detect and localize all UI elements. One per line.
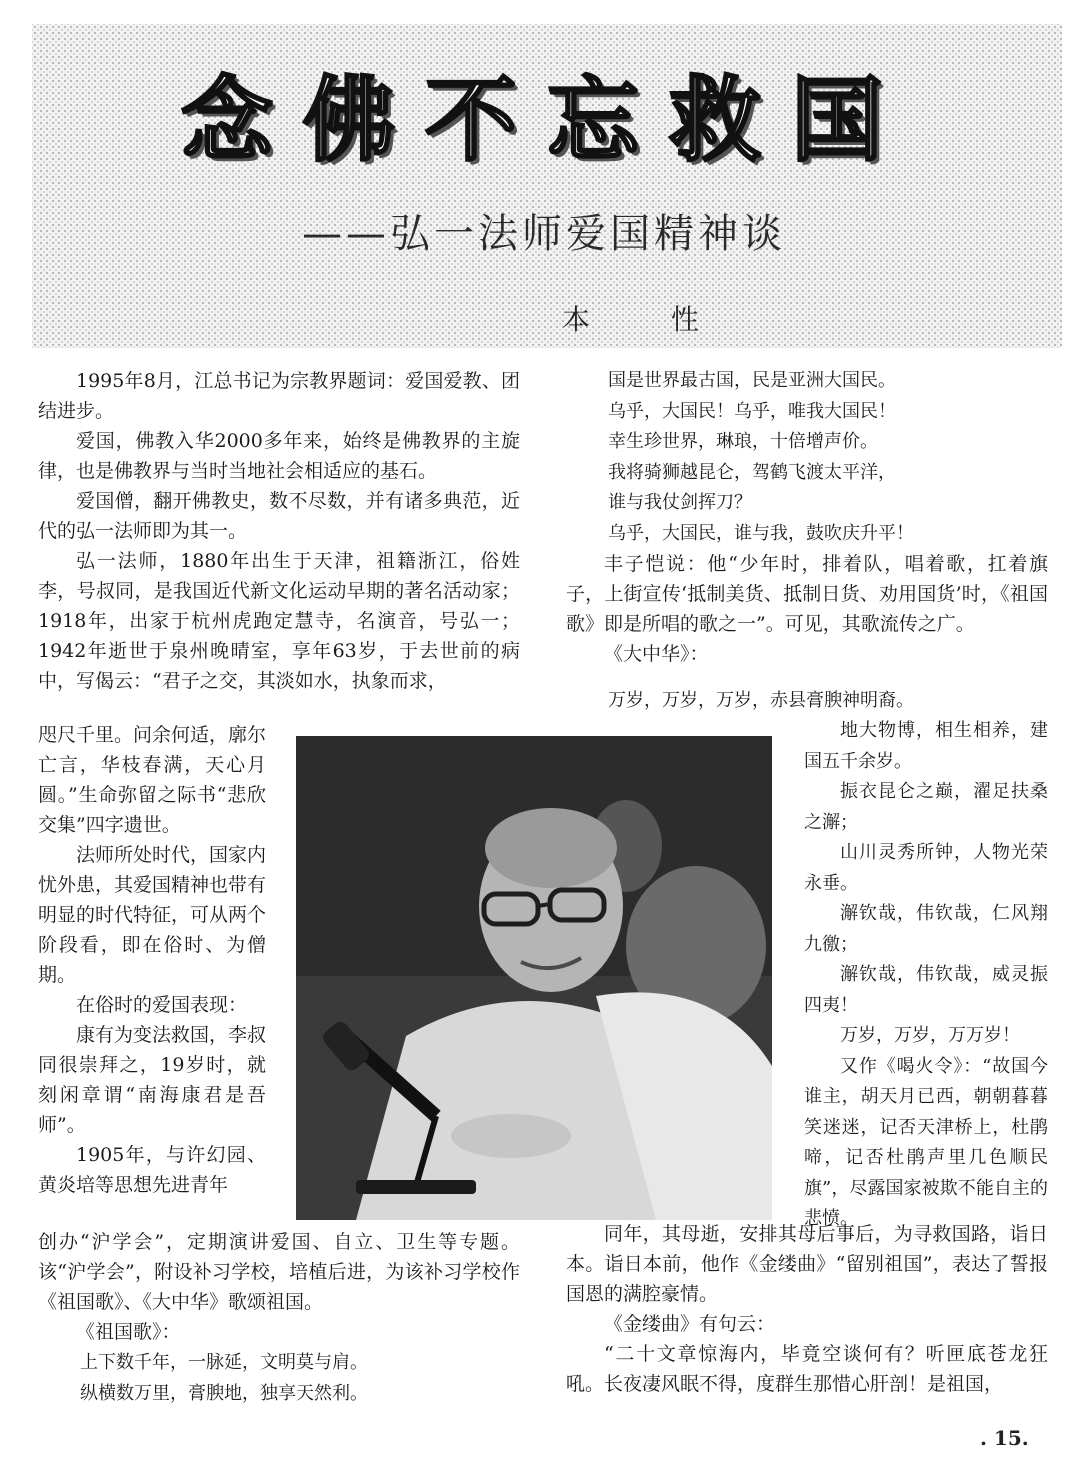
paragraph: 山川灵秀所钟，人物光荣永垂。 — [804, 842, 1048, 894]
paragraph: 同年，其母逝，安排其母后事后，为寻救国路，诣日本。诣日本前，他作《金缕曲》“留别祖国”，表达了誓报国恩的满腔豪情。 — [566, 1223, 1048, 1305]
right-poem-wide — [608, 686, 1048, 717]
paragraph: 丰子恺说：他“少年时，排着队，唱着歌，扛着旗子，上街宣传‘抵制美货、抵制日货、劝用国货’时，《祖国歌》即是所唱的歌之一”。可见，其歌流传之广。 — [566, 553, 1048, 635]
poem-line: 我将骑狮越昆仑，驾鹤飞渡太平洋， — [608, 461, 896, 483]
speaker-photo — [296, 736, 772, 1220]
article-title: 念佛不忘救国 — [180, 66, 913, 174]
article-subtitle: ——弘一法师爱国精神谈 — [302, 211, 786, 257]
poem-line: 国是世界最古国，民是亚洲大国民。 — [608, 370, 896, 391]
paragraph: 振衣昆仑之巅，濯足扶桑之澥； — [804, 781, 1048, 833]
poem-line: 谁与我仗剑挥刀？ — [608, 492, 752, 513]
title-banner — [32, 24, 1062, 348]
paragraph: 《金缕曲》有句云： — [604, 1313, 776, 1335]
right-column-narrow — [804, 716, 1048, 1235]
left-poem — [80, 1348, 520, 1409]
speaker-photo-illustration — [296, 736, 772, 1220]
paragraph: 弘一法师，1880年出生于天津，祖籍浙江，俗姓李，号叔同，是我国近代新文化运动早期的著名活动家；1918年，出家于杭州虎跑定慧寺，名演音，号弘一；1942年逝世于泉州晚晴室，享年63岁，于去世前的病中，写偈云：“君子之交，其淡如水，执象而求， — [38, 550, 520, 692]
poem-line: 乌乎，大国民，谁与我，鼓吹庆升平！ — [608, 522, 914, 544]
left-column-narrow — [38, 720, 266, 1200]
paragraph: 在俗时的爱国表现： — [76, 994, 248, 1016]
paragraph: 万岁，万岁，万万岁！ — [840, 1025, 1020, 1046]
paragraph: 地大物博，相生相养，建国五千余岁。 — [804, 720, 1048, 772]
paragraph: 爱国，佛教入华2000多年来，始终是佛教界的主旋律，也是佛教界与当时当地社会相适应的基石。 — [38, 430, 520, 482]
article-author: 本 性 — [562, 303, 735, 336]
right-poem-top — [608, 366, 1048, 549]
paragraph: 康有为变法救国，李叔同很崇拜之，19岁时，就刻闲章谓“南海康君是吾师”。 — [38, 1024, 267, 1136]
paragraph: 法师所处时代，国家内忧外患，其爱国精神也带有明显的时代特征，可从两个阶段看，即在俗时、为僧期。 — [38, 844, 267, 986]
poem-line: 万岁，万岁，万岁，赤县膏腴神明裔。 — [608, 690, 914, 711]
right-column-bottom — [566, 1219, 1048, 1399]
left-column-top — [38, 366, 520, 696]
page-number: . 15. — [980, 1426, 1029, 1450]
paragraph: 《大中华》： — [604, 643, 709, 665]
poem-line: 乌乎，大国民！乌乎，唯我大国民！ — [608, 400, 896, 422]
poem-line: 幸生珍世界，琳琅，十倍增声价。 — [608, 431, 878, 452]
paragraph: “二十文章惊海内，毕竟空谈何有？听匣底苍龙狂吼。长夜凄风眠不得，度群生那惜心肝剖！是祖国， — [566, 1343, 1048, 1395]
right-column-prose — [566, 549, 1048, 669]
paragraph: 《祖国歌》： — [76, 1321, 181, 1343]
paragraph: 爱国僧，翻开佛教史，数不尽数，并有诸多典范，近代的弘一法师即为其一。 — [38, 490, 520, 542]
paragraph: 咫尺千里。问余何适，廓尔亡言，华枝春满，天心月圆。”生命弥留之际书“悲欣交集”四字遗世。 — [38, 724, 267, 836]
left-column-bottom — [38, 1227, 520, 1347]
paragraph: 又作《喝火令》：“故国今谁主，胡天月已西，朝朝暮暮笑迷迷，记否天津桥上，杜鹃啼，记否杜鹃声里几色顺民旗”，尽露国家被欺不能自主的悲愤。 — [804, 1055, 1048, 1229]
poem-line: 上下数千年，一脉延，文明莫与肩。 — [80, 1352, 368, 1373]
poem-line: 纵横数万里，膏腴地，独享天然利。 — [80, 1382, 368, 1404]
paragraph: 1995年8月，江总书记为宗教界题词：爱国爱教、团结进步。 — [38, 370, 520, 422]
paragraph: 澥钦哉，伟钦哉，威灵振四夷！ — [804, 964, 1048, 1016]
paragraph: 澥钦哉，伟钦哉，仁风翔九徼； — [804, 903, 1048, 955]
paragraph: 创办“沪学会”，定期演讲爱国、自立、卫生等专题。该“沪学会”，附设补习学校，培植后进，为该补习学校作《祖国歌》、《大中华》歌颂祖国。 — [38, 1231, 520, 1313]
paragraph: 1905年，与许幻园、黄炎培等思想先进青年 — [38, 1144, 266, 1196]
